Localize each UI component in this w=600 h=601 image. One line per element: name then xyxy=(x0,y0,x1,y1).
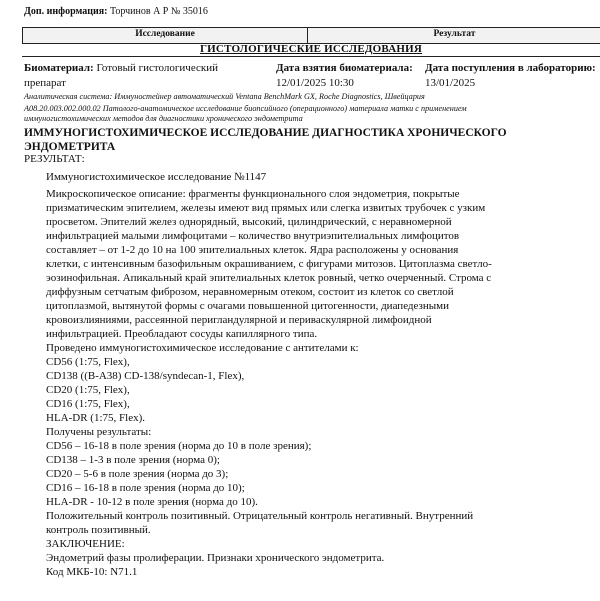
date-taken xyxy=(276,61,413,91)
additional-info-value: Торчинов А Р № 35016 xyxy=(110,6,208,17)
result-line: эозинофильная. Апикальный край эпителиальных клеток ровный, четко очерченный. Строма с xyxy=(46,272,492,284)
result-line: CD56 (1:75, Flex), xyxy=(46,356,130,368)
result-line: просветом. Эпителий желез однорядный, высокий, цилиндрический, с неравномерной xyxy=(46,216,452,228)
result-line: цитоплазмой, вытянутой формы с очагами повышенной цитогенности, диапедезными xyxy=(46,300,450,312)
result-line: кровоизлияниями, рассеянной перигландулярной и периваскулярной лимфоидной xyxy=(46,314,432,326)
result-line: Положительный контроль позитивный. Отрицательный контроль негативный. Внутренний xyxy=(46,510,474,522)
result-line: Иммуногистохимическое исследование №1147 xyxy=(46,171,267,183)
column-header-study: Исследование xyxy=(135,29,195,39)
section-divider xyxy=(22,56,600,57)
section-title: ГИСТОЛОГИЧЕСКИЕ ИССЛЕДОВАНИЯ xyxy=(199,43,423,55)
procedure-code-line1: A08.20.003.002.000.02 Патолого-анатомическое исследование биопсийного (операционного) материала матки с применением xyxy=(24,104,467,113)
result-line: HLA-DR - 10-12 в поле зрения (норма до 10). xyxy=(46,496,258,508)
date-received-value: 13/01/2025 xyxy=(425,77,476,89)
result-line: Проведено иммуногистохимическое исследование с антителами к: xyxy=(46,342,359,354)
result-line: инфильтрацией малыми лимфоцитами – количество внутриэпителиальных лимфоцитов xyxy=(46,230,460,242)
result-line: контроль позитивный. xyxy=(46,524,151,536)
table-header xyxy=(22,27,600,44)
date-taken-value: 12/01/2025 10:30 xyxy=(276,77,354,89)
procedure-code-line2: иммуногистохимических методов для диагностики хронического эндометрита xyxy=(24,114,303,123)
result-text xyxy=(46,170,594,579)
result-line: диффузным сетчатым фиброзом, неравномерным отеком, состоит из клеток со светлой xyxy=(46,286,454,298)
result-line: Микроскопическое описание: фрагменты функционального слоя эндометрия, покрытые xyxy=(46,188,460,200)
column-header-result: Результат xyxy=(433,29,476,39)
additional-info-label: Доп. информация: xyxy=(24,6,108,17)
study-title: ИММУНОГИСТОХИМИЧЕСКОЕ ИССЛЕДОВАНИЕ ДИАГНОСТИКА ХРОНИЧЕСКОГО ЭНДОМЕТРИТА xyxy=(24,127,507,153)
result-line: призматическим эпителием, железы имеют вид прямых или слегка извитых трубочек с узким xyxy=(46,202,486,214)
date-received-label: Дата поступления в лабораторию: xyxy=(425,62,596,74)
date-taken-label: Дата взятия биоматериала: xyxy=(276,62,413,74)
result-line: составляет – от 1-2 до 10 на 100 эпителиальных клеток. Ядра расположены у основания xyxy=(46,244,459,256)
biomaterial-label: Биоматериал: xyxy=(24,62,94,74)
result-line: CD20 (1:75, Flex), xyxy=(46,384,130,396)
result-line: Эндометрий фазы пролиферации. Признаки хронического эндометрита. xyxy=(46,552,385,564)
result-line: Код МКБ-10: N71.1 xyxy=(46,566,138,578)
result-line: ЗАКЛЮЧЕНИЕ: xyxy=(46,538,125,550)
additional-info xyxy=(24,6,208,17)
date-received xyxy=(425,61,596,91)
result-line: CD138 – 1-3 в поле зрения (норма 0); xyxy=(46,454,220,466)
biomaterial-value-line1: Готовый гистологический xyxy=(96,62,218,74)
result-line: CD138 ((B-A38) CD-138/syndecan-1, Flex), xyxy=(46,370,245,382)
result-line: инфильтрацией. Преобладают сосуды капиллярного типа. xyxy=(46,328,318,340)
biomaterial xyxy=(24,61,264,91)
result-line: CD20 – 5-6 в поле зрения (норма до 3); xyxy=(46,468,229,480)
result-line: CD16 (1:75, Flex), xyxy=(46,398,130,410)
result-line: HLA-DR (1:75, Flex). xyxy=(46,412,145,424)
result-line: CD16 – 16-18 в поле зрения (норма до 10); xyxy=(46,482,245,494)
result-line: клетки, с интенсивным базофильным окрашиванием, с фигурами митозов. Цитоплазма светло- xyxy=(46,258,492,270)
analytic-system: Аналитическая система: Иммуностейнер автоматический Ventana BenchMark GX, Roche Diagnostics, Швейцария xyxy=(24,92,425,101)
result-label: РЕЗУЛЬТАТ: xyxy=(24,153,85,165)
result-line: Получены результаты: xyxy=(46,426,152,438)
result-line: CD56 – 16-18 в поле зрения (норма до 10 в поле зрения); xyxy=(46,440,312,452)
biomaterial-value-line2: препарат xyxy=(24,77,66,89)
